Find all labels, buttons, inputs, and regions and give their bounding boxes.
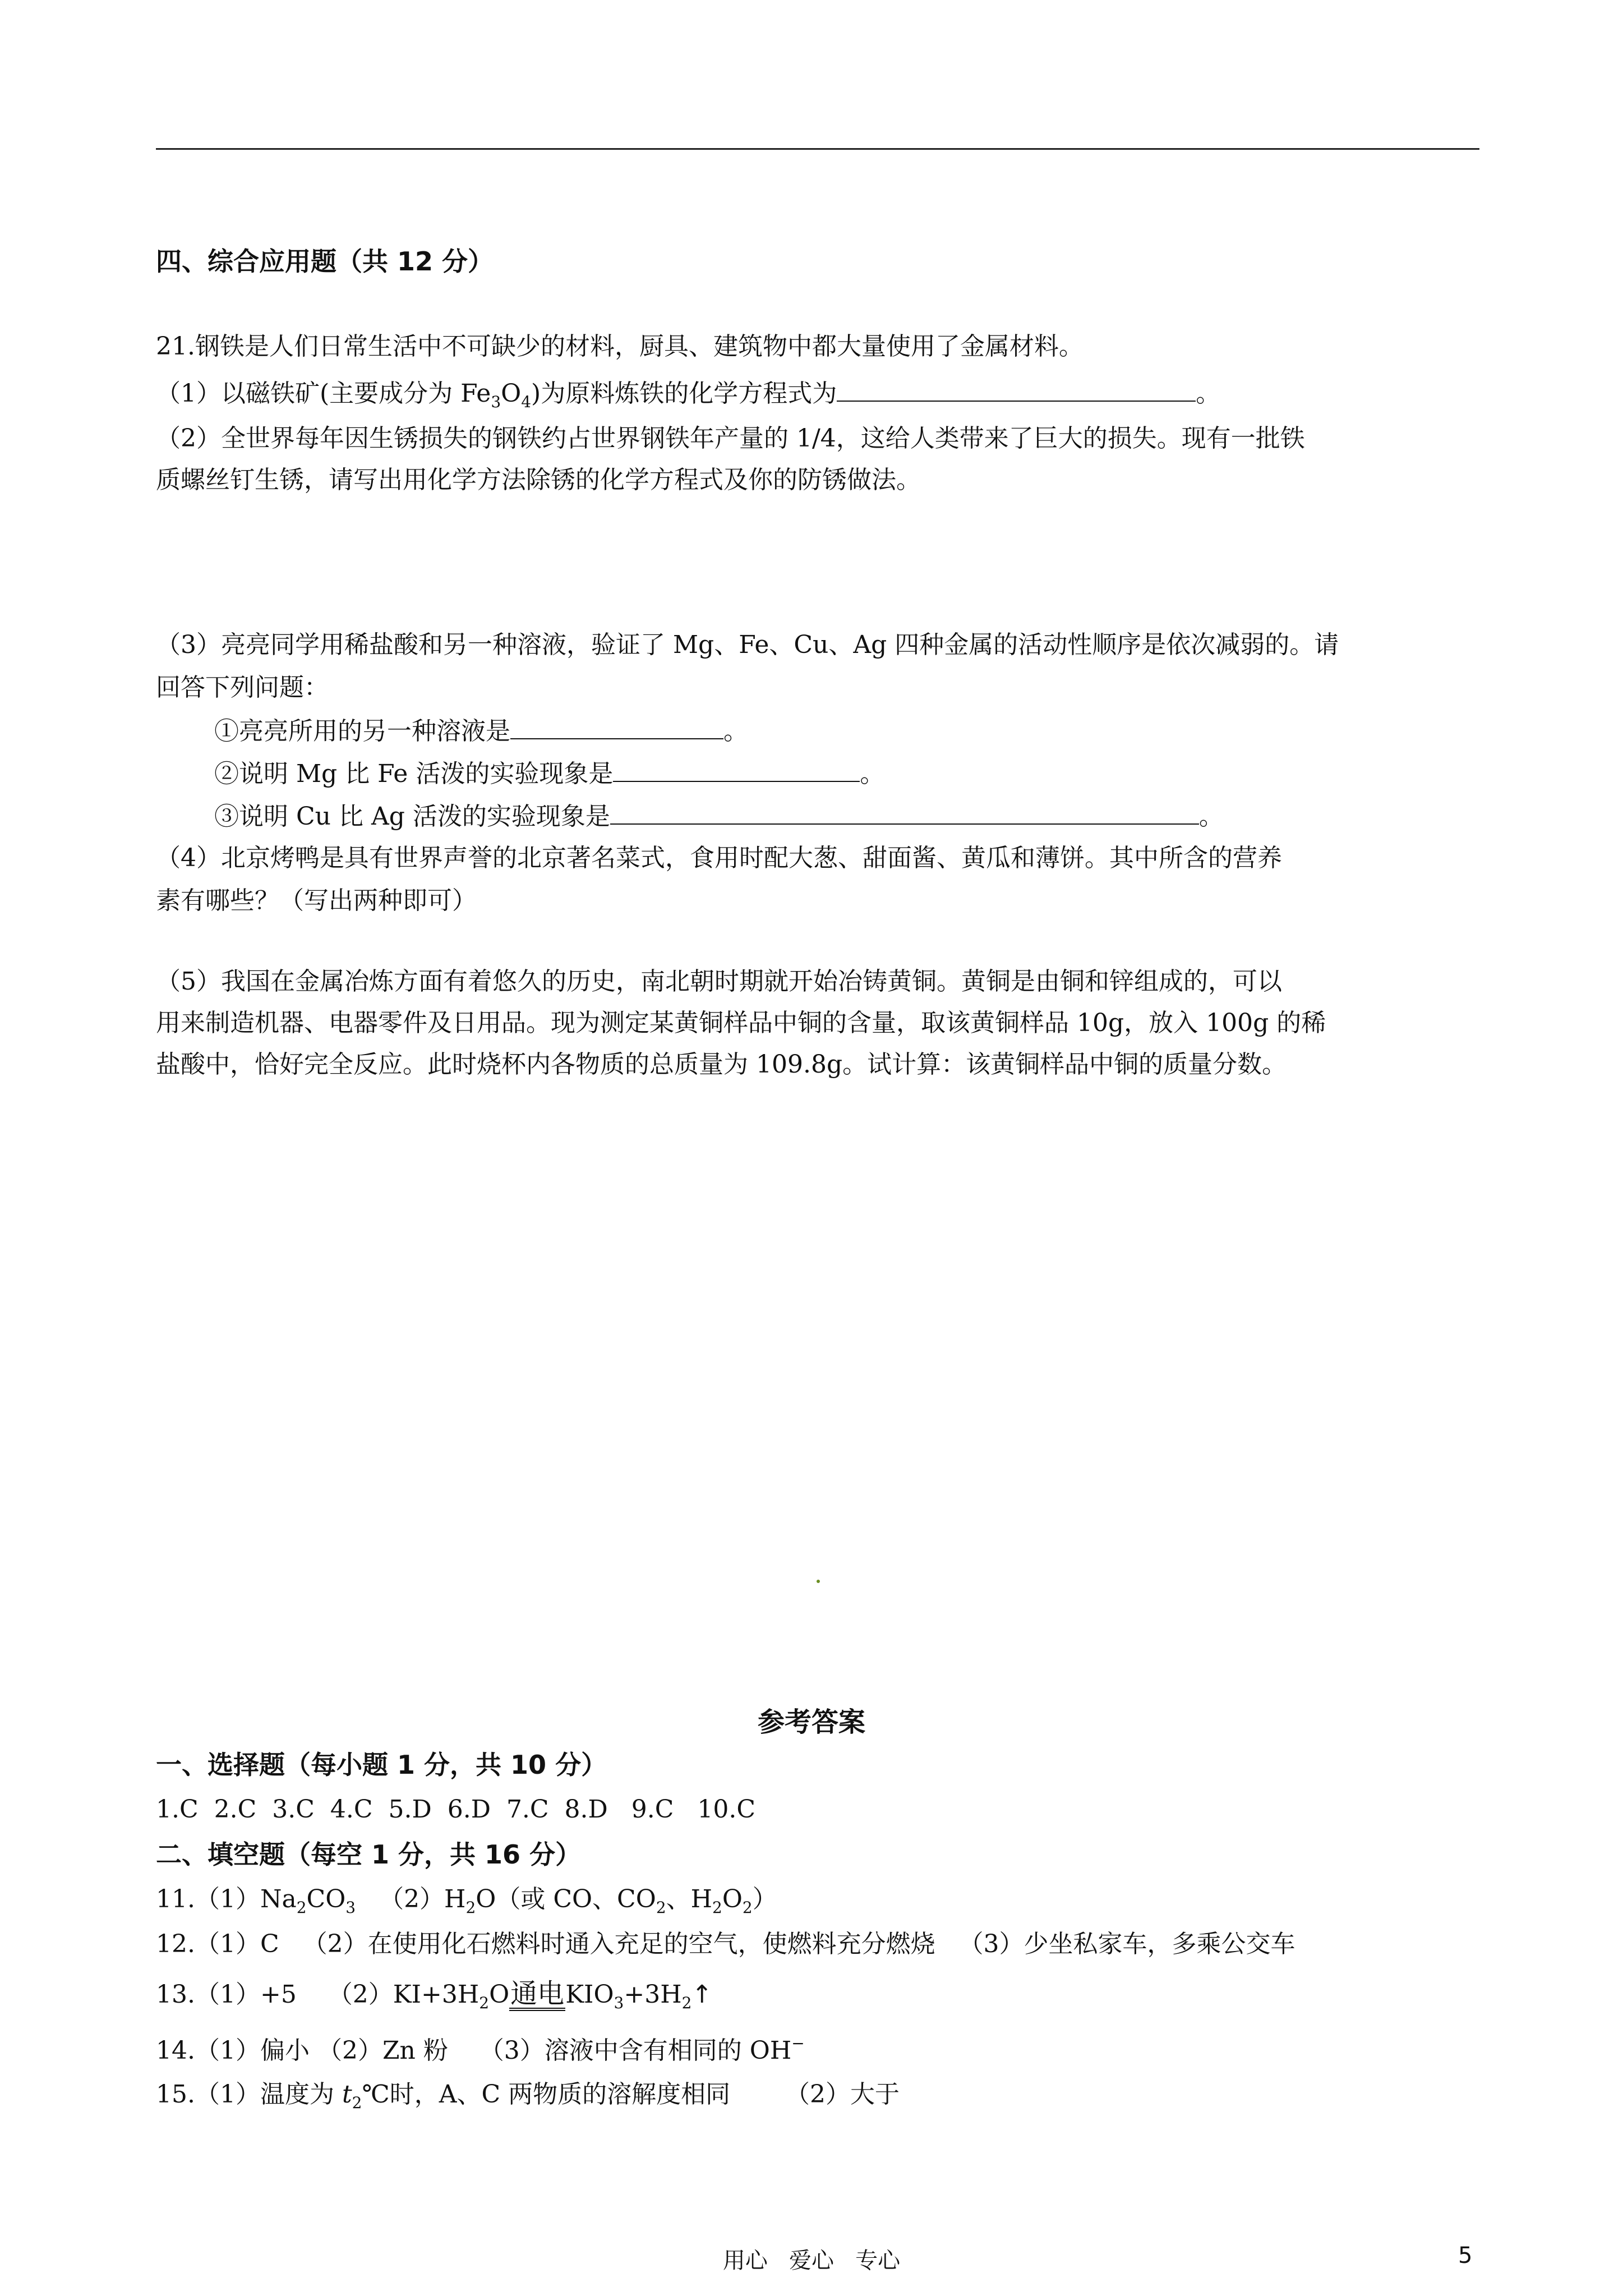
answer-12: 12.（1）C （2）在使用化石燃料时通入充足的空气，使燃料充分燃烧 （3）少坐私家车，多乘公交车 — [156, 1930, 1295, 1958]
section-title: 四、综合应用题（共 12 分） — [156, 246, 494, 277]
sub-question-3: ③说明 Cu 比 Ag 活泼的实验现象是 。 — [214, 799, 1224, 834]
question-part-3-line1: （3）亮亮同学用稀盐酸和另一种溶液，验证了 Mg、Fe、Cu、Ag 四种金属的活动性顺序是依次减弱的。请 — [156, 631, 1339, 659]
question-part-5-line3: 盐酸中，恰好完全反应。此时烧杯内各物质的总质量为 109.8g。试计算：该黄铜样品中铜的质量分数。 — [156, 1050, 1287, 1079]
question-part-4-line2: 素有哪些？（写出两种即可） — [156, 886, 477, 915]
answer-blank[interactable] — [613, 756, 860, 782]
question-stem: 21.钢铁是人们日常生活中不可缺少的材料，厨具、建筑物中都大量使用了金属材料。 — [156, 332, 1083, 361]
footer-motto: 用心 爱心 专心 — [722, 2248, 901, 2274]
gas-arrow-icon: ↑ — [691, 1980, 713, 2009]
answer-blank[interactable] — [610, 799, 1199, 825]
page-number: 5 — [1458, 2243, 1473, 2269]
answer-blank[interactable] — [837, 376, 1196, 402]
answers-section-2-title: 二、填空题（每空 1 分，共 16 分） — [156, 1839, 582, 1870]
question-part-5-line1: （5）我国在金属冶炼方面有着悠久的历史，南北朝时期就开始冶铸黄铜。黄铜是由铜和锌组成的，可以 — [156, 967, 1282, 996]
question-part-4-line1: （4）北京烤鸭是具有世界声誉的北京著名菜式，食用时配大葱、甜面酱、黄瓜和薄饼。其中所含的营养 — [156, 844, 1282, 872]
answer-15: 15.（1）温度为 $t_2℃$时，A、C 两物质的溶解度相同 （2）大于 — [156, 2080, 900, 2112]
sub-question-1: ①亮亮所用的另一种溶液是 。 — [214, 714, 748, 748]
question-part-2-line2: 质螺丝钉生锈，请写出用化学方法除锈的化学方程式及你的防锈做法。 — [156, 466, 921, 494]
question-part-2-line1: （2）全世界每年因生锈损失的钢铁约占世界钢铁年产量的 1/4，这给人类带来了巨大的损失。现有一批铁 — [156, 424, 1305, 453]
question-part-5-line2: 用来制造机器、电器零件及日用品。现为测定某黄铜样品中铜的含量，取该黄铜样品 10g，放入 100g 的稀 — [156, 1009, 1326, 1037]
answers-section-1-title: 一、选择题（每小题 1 分，共 10 分） — [156, 1750, 607, 1780]
answer-11: $11.(1)Na_2CO_3$ $(2)H_2O$（或 CO、$CO_2$、$H_2O_2$） — [156, 1885, 777, 1917]
reaction-condition: 通电 — [509, 1980, 565, 2011]
answer-13: 13.（1）+5 $(2)KI+3H_2O$通电$KIO_3+3H_2↑$ — [156, 1978, 713, 2012]
header-rule — [156, 148, 1479, 150]
answers-section-1-items: 1.C 2.C 3.C 4.C 5.D 6.D 7.C 8.D 9.C 10.C — [156, 1795, 756, 1824]
stray-dot — [817, 1580, 820, 1583]
answer-14: 14.（1）偏小 （2）Zn 粉 （3）溶液中含有相同的 OH− — [156, 2034, 805, 2065]
sub-question-2: ②说明 Mg 比 Fe 活泼的实验现象是 。 — [214, 756, 884, 791]
question-part-1: （1）以磁铁矿(主要成分为 $Fe_3O_4$)为原料炼铁的化学方程式为 。 — [156, 376, 1220, 411]
question-part-3-line2: 回答下列问题： — [156, 673, 329, 702]
answer-blank[interactable] — [510, 714, 723, 739]
answers-title: 参考答案 — [757, 1706, 865, 1738]
